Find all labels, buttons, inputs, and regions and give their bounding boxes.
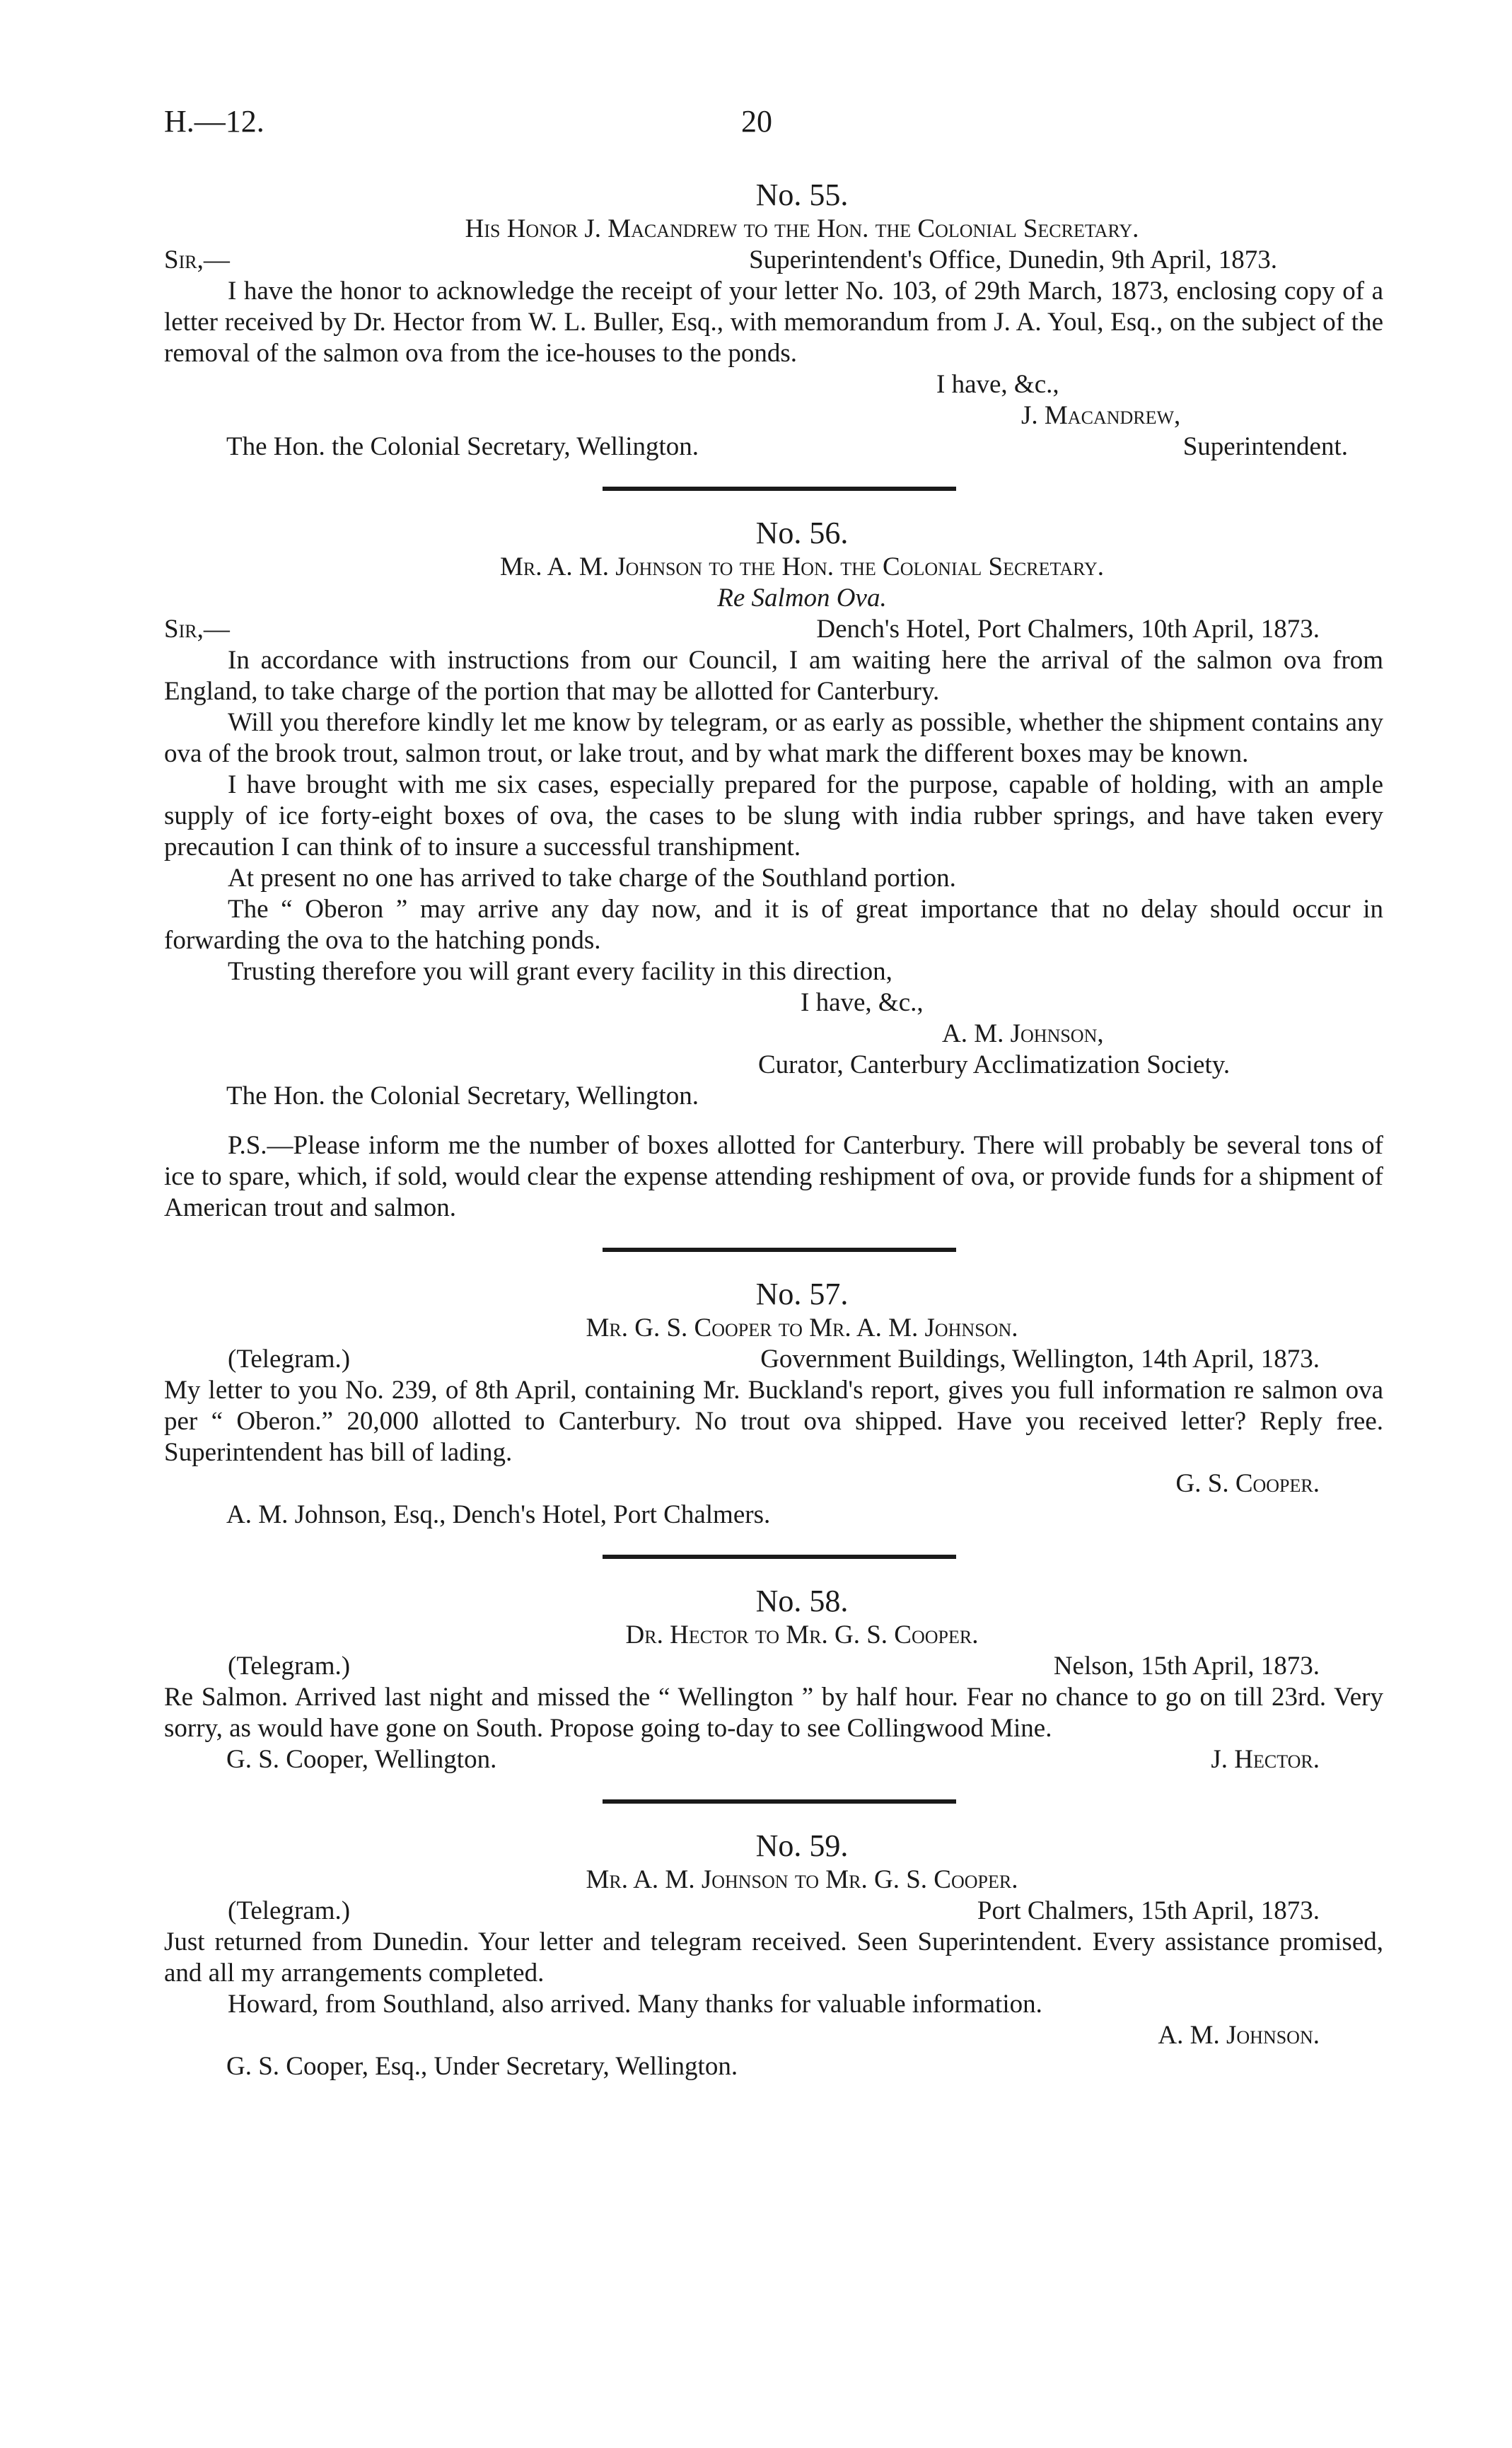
paragraph: Trusting therefore you will grant every facility in this direction, <box>228 957 892 986</box>
addressee: G. S. Cooper, Wellington. <box>226 1745 497 1774</box>
document-body <box>164 177 1383 2082</box>
signature: J. Macandrew, <box>1021 401 1181 430</box>
telegram-label: (Telegram.) <box>228 1345 351 1374</box>
telegram-body: My letter to you No. 239, of 8th April, containing Mr. Buckland's report, gives you full information re salmon ova per “ Oberon.” 20,000 allotted to Canterbury. No trout ova shipped. Have you received letter? Reply free. Superintendent has bill of lading. <box>164 1376 1383 1467</box>
paragraph: At present no one has arrived to take charge of the Southland portion. <box>228 864 956 893</box>
postscript: P.S.—Please inform me the number of boxes allotted for Canterbury. There will probably be several tons of ice to spare, which, if sold, would clear the expense attending reshipment of ova, or provide funds for a shipment of American trout and salmon. <box>164 1131 1383 1222</box>
letter-55 <box>164 177 1383 463</box>
letter-heading: Mr. G. S. Cooper to Mr. A. M. Johnson. <box>586 1313 1018 1342</box>
letter-56 <box>164 515 1383 1224</box>
salutation: Sir,— <box>164 615 230 644</box>
paragraph: The “ Oberon ” may arrive any day now, and it is of great importance that no delay should occur in forwarding the ova to the hatching ponds. <box>164 895 1383 955</box>
telegram-body: Re Salmon. Arrived last night and missed the “ Wellington ” by half hour. Fear no chance to go on till 23rd. Very sorry, as would have gone on South. Propose going to-day to see Collingwood Mine. <box>164 1683 1383 1743</box>
letter-heading: Dr. Hector to Mr. G. S. Cooper. <box>625 1620 979 1649</box>
parliamentary-paper-ref: H.—12. <box>164 104 264 139</box>
signature: A. M. Johnson. <box>1158 2021 1320 2050</box>
addressee: The Hon. the Colonial Secretary, Wellington. <box>226 432 699 461</box>
place-date: Superintendent's Office, Dunedin, 9th April, 1873. <box>749 245 1277 274</box>
place-date: Government Buildings, Wellington, 14th April, 1873. <box>760 1345 1320 1374</box>
telegram-label: (Telegram.) <box>228 1652 351 1681</box>
addressee: The Hon. the Colonial Secretary, Wellington. <box>226 1081 699 1110</box>
telegram-label: (Telegram.) <box>228 1896 351 1925</box>
paragraph: In accordance with instructions from our Council, I am waiting here the arrival of the salmon ova from England, to take charge of the portion that may be allotted for Canterbury. <box>164 646 1383 706</box>
signature: J. Hector. <box>1211 1745 1320 1774</box>
letter-58 <box>164 1583 1383 1775</box>
signature: G. S. Cooper. <box>1175 1469 1320 1498</box>
telegram-body: Just returned from Dunedin. Your letter and telegram received. Seen Superintendent. Every assistance promised, and all my arrangements completed. <box>164 1927 1383 1988</box>
section-divider <box>603 1248 956 1252</box>
letter-number: No. 55. <box>755 178 849 212</box>
letter-number: No. 56. <box>755 516 849 550</box>
telegram-body-continued: Howard, from Southland, also arrived. Many thanks for valuable information. <box>228 1990 1042 2019</box>
signatory-title: Curator, Canterbury Acclimatization Society. <box>758 1050 1231 1079</box>
section-divider <box>603 487 956 491</box>
letter-57 <box>164 1276 1383 1531</box>
page-number: 20 <box>741 104 772 139</box>
letter-number: No. 58. <box>755 1584 849 1618</box>
letter-subject: Re Salmon Ova. <box>717 584 887 613</box>
addressee: G. S. Cooper, Esq., Under Secretary, Wellington. <box>226 2052 738 2081</box>
closing: I have, &c., <box>801 988 924 1017</box>
section-divider <box>603 1799 956 1804</box>
salutation: Sir,— <box>164 245 230 274</box>
letter-body: I have the honor to acknowledge the receipt of your letter No. 103, of 29th March, 1873, enclosing copy of a letter received by Dr. Hector from W. L. Buller, Esq., with memorandum from J. A. Youl, Esq., on the subject of the removal of the salmon ova from the ice-houses to the ponds. <box>164 277 1383 368</box>
place-date: Port Chalmers, 15th April, 1873. <box>977 1896 1320 1925</box>
letter-number: No. 59. <box>755 1828 849 1863</box>
signatory-title: Superintendent. <box>1182 432 1348 461</box>
place-date: Dench's Hotel, Port Chalmers, 10th April, 1873. <box>816 615 1320 644</box>
letter-number: No. 57. <box>755 1277 849 1311</box>
paragraph: Will you therefore kindly let me know by telegram, or as early as possible, whether the shipment contains any ova of the brook trout, salmon trout, or lake trout, and by what mark the different boxes may be known. <box>164 708 1383 768</box>
paragraph: I have brought with me six cases, especially prepared for the purpose, capable of holding, with an ample supply of ice forty-eight boxes of ova, the cases to be slung with india rubber springs, and have taken every precaution I can think of to insure a successful transhipment. <box>164 770 1383 862</box>
signature: A. M. Johnson, <box>942 1019 1104 1048</box>
letter-heading: Mr. A. M. Johnson to Mr. G. S. Cooper. <box>586 1865 1018 1894</box>
letter-heading: His Honor J. Macandrew to the Hon. the Colonial Secretary. <box>465 214 1139 243</box>
place-date: Nelson, 15th April, 1873. <box>1053 1652 1320 1681</box>
addressee: A. M. Johnson, Esq., Dench's Hotel, Port Chalmers. <box>226 1500 771 1529</box>
section-divider <box>603 1555 956 1559</box>
letter-heading: Mr. A. M. Johnson to the Hon. the Colonial Secretary. <box>499 552 1105 581</box>
letter-59 <box>164 1828 1383 2082</box>
closing: I have, &c., <box>936 370 1059 399</box>
